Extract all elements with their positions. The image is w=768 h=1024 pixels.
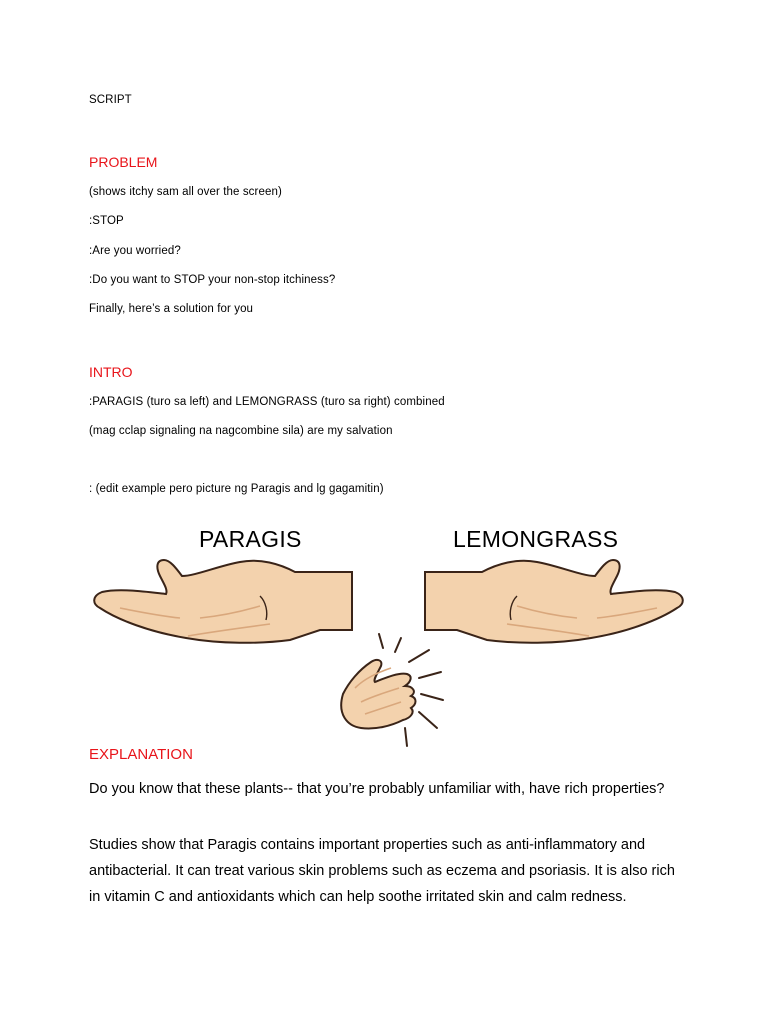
intro-line: (mag cclap signaling na nagcombine sila) are my salvation (89, 425, 393, 437)
intro-heading: INTRO (89, 364, 133, 380)
problem-line: :Are you worried? (89, 245, 181, 257)
problem-line: Finally, here’s a solution for you (89, 303, 254, 315)
clapping-hands-icon (325, 628, 465, 758)
lemongrass-label: LEMONGRASS (453, 526, 619, 552)
problem-heading: PROBLEM (89, 154, 158, 170)
intro-line: : (edit example pero picture ng Paragis and lg gagamitin) (89, 483, 384, 495)
explanation-heading: EXPLANATION (89, 746, 193, 763)
problem-line: (shows itchy sam all over the screen) (89, 186, 282, 198)
doc-title: SCRIPT (89, 94, 132, 106)
intro-line: :PARAGIS (turo sa left) and LEMONGRASS (turo sa right) combined (89, 396, 445, 408)
paragis-label: PARAGIS (199, 526, 302, 552)
left-hand-icon (90, 558, 352, 648)
problem-line: :Do you want to STOP your non-stop itchiness? (89, 274, 336, 286)
explanation-paragraph: Do you know that these plants-- that you’re probably unfamiliar with, have rich properties? (89, 781, 665, 797)
problem-line: :STOP (89, 215, 124, 227)
explanation-paragraph: Studies show that Paragis contains important properties such as anti-inflammatory and antibacterial. It can treat various skin problems such as eczema and psoriasis. It is also rich in vitamin C and antioxidants which can help soothe irritated skin and calm redness. (89, 837, 675, 905)
